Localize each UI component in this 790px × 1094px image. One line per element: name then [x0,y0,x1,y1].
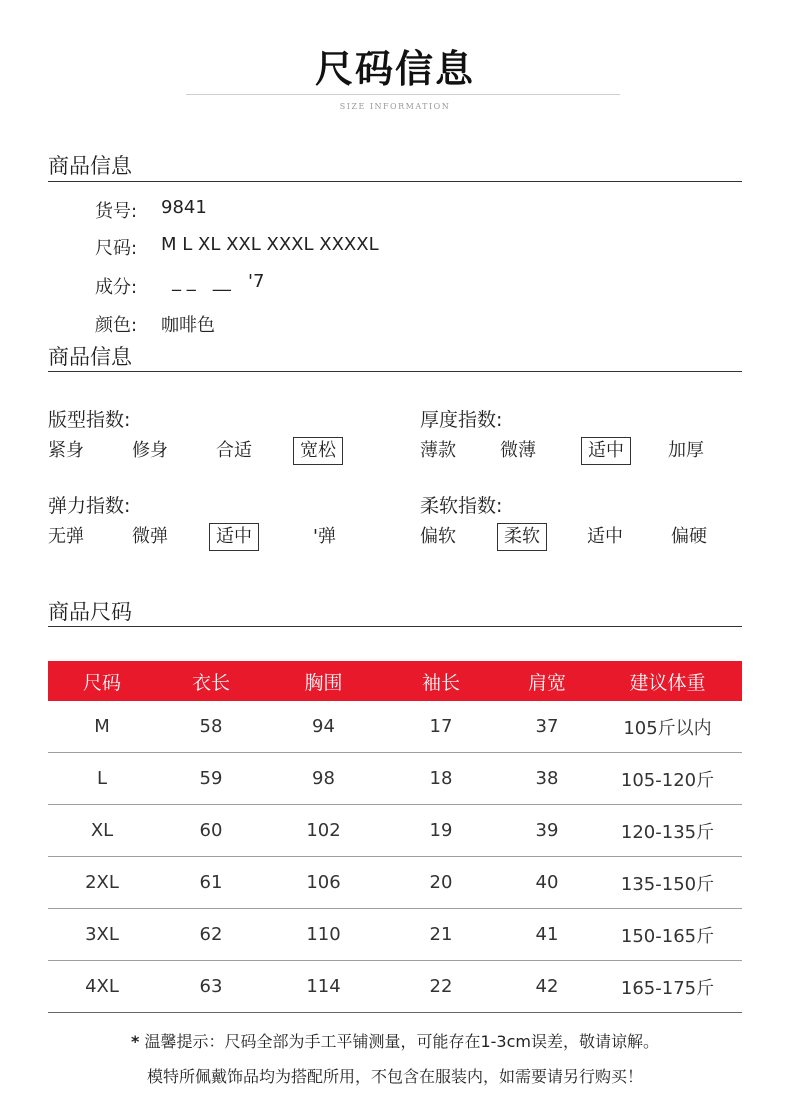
cell-length: 63 [156,961,266,1013]
softness-option: 适中 [587,526,623,547]
elasticity-index-title: 弹力指数: [48,495,131,517]
column-header-size: 尺码 [48,661,156,701]
cell-chest: 106 [266,857,381,909]
table-row [48,961,742,1013]
column-header-shoulder: 肩宽 [501,661,593,701]
cell-shoulder: 42 [501,961,593,1013]
color-value: 咖啡色 [161,315,215,336]
page-title: 尺码信息 [314,47,475,91]
softness-option: 偏软 [420,526,456,547]
cell-weight: 135-150斤 [593,857,742,909]
table-row [48,701,742,753]
cell-length: 58 [156,701,266,753]
softness-option: 偏硬 [671,526,707,547]
thickness-option: 薄款 [420,440,456,461]
thickness-option: 微薄 [500,440,536,461]
note-line-1: 温馨提示：尺码全部为手工平铺测量，可能存在1-3cm误差，敬请谅解。 [144,1032,659,1051]
cell-weight: 150-165斤 [593,909,742,961]
table-header-row [48,661,742,701]
cell-size: 3XL [48,909,156,961]
softness-index-title: 柔软指数: [420,495,503,517]
cell-length: 61 [156,857,266,909]
cell-size: XL [48,805,156,857]
cell-length: 60 [156,805,266,857]
section-divider [48,371,742,372]
column-header-weight: 建议体重 [593,661,742,701]
table-row [48,753,742,805]
cell-size: 4XL [48,961,156,1013]
fit-option: 紧身 [48,440,84,461]
cell-chest: 94 [266,701,381,753]
title-divider [186,94,620,95]
cell-length: 62 [156,909,266,961]
cell-shoulder: 40 [501,857,593,909]
cell-shoulder: 38 [501,753,593,805]
cell-weight: 105斤以内 [593,701,742,753]
elasticity-option-selected: 适中 [209,523,259,551]
cell-chest: 102 [266,805,381,857]
cell-weight: 165-175斤 [593,961,742,1013]
table-row [48,909,742,961]
cell-length: 59 [156,753,266,805]
fit-option-selected: 宽松 [293,437,343,465]
cell-sleeve: 20 [381,857,501,909]
size-label: 尺码: [95,238,138,259]
fit-index-title: 版型指数: [48,409,131,431]
cell-chest: 110 [266,909,381,961]
cell-chest: 114 [266,961,381,1013]
cell-sleeve: 22 [381,961,501,1013]
cell-sleeve: 18 [381,753,501,805]
section-divider [48,181,742,182]
cell-weight: 120-135斤 [593,805,742,857]
thickness-option-selected: 适中 [581,437,631,465]
page-subtitle: SIZE INFORMATION [339,102,451,111]
section-divider [48,626,742,627]
thickness-index-title: 厚度指数: [420,409,503,431]
size-table [48,661,742,1013]
column-header-length: 衣长 [156,661,266,701]
elasticity-option: 微弹 [132,526,168,547]
table-row [48,805,742,857]
softness-option-selected: 柔软 [497,523,547,551]
cell-sleeve: 21 [381,909,501,961]
column-header-sleeve: 袖长 [381,661,501,701]
elasticity-option: 无弹 [48,526,84,547]
cell-shoulder: 37 [501,701,593,753]
fit-option: 修身 [132,440,168,461]
cell-size: 2XL [48,857,156,909]
note-asterisk: * [131,1032,140,1051]
cell-shoulder: 41 [501,909,593,961]
cell-weight: 105-120斤 [593,753,742,805]
item-number-label: 货号: [95,201,138,222]
item-number-value: 9841 [161,197,207,218]
accessory-note: 模特所佩戴饰品均为搭配所用，不包含在服装内，如需要请另行购买！ [146,1067,643,1086]
cell-sleeve: 19 [381,805,501,857]
elasticity-option: '弹 [313,526,336,547]
cell-sleeve: 17 [381,701,501,753]
section-title-product-info: 商品信息 [48,154,132,178]
section-title-size-chart: 商品尺码 [48,600,132,624]
composition-label: 成分: [95,277,138,298]
column-header-chest: 胸围 [266,661,381,701]
thickness-option: 加厚 [668,440,704,461]
composition-value: _ _ __ '7 [172,271,265,292]
size-value: M L XL XXL XXXL XXXXL [161,234,379,255]
fit-option: 合适 [216,440,252,461]
color-label: 颜色: [95,315,138,336]
table-row [48,857,742,909]
cell-size: M [48,701,156,753]
cell-shoulder: 39 [501,805,593,857]
cell-size: L [48,753,156,805]
measurement-note [0,1029,790,1052]
section-title-indices: 商品信息 [48,345,132,369]
cell-chest: 98 [266,753,381,805]
